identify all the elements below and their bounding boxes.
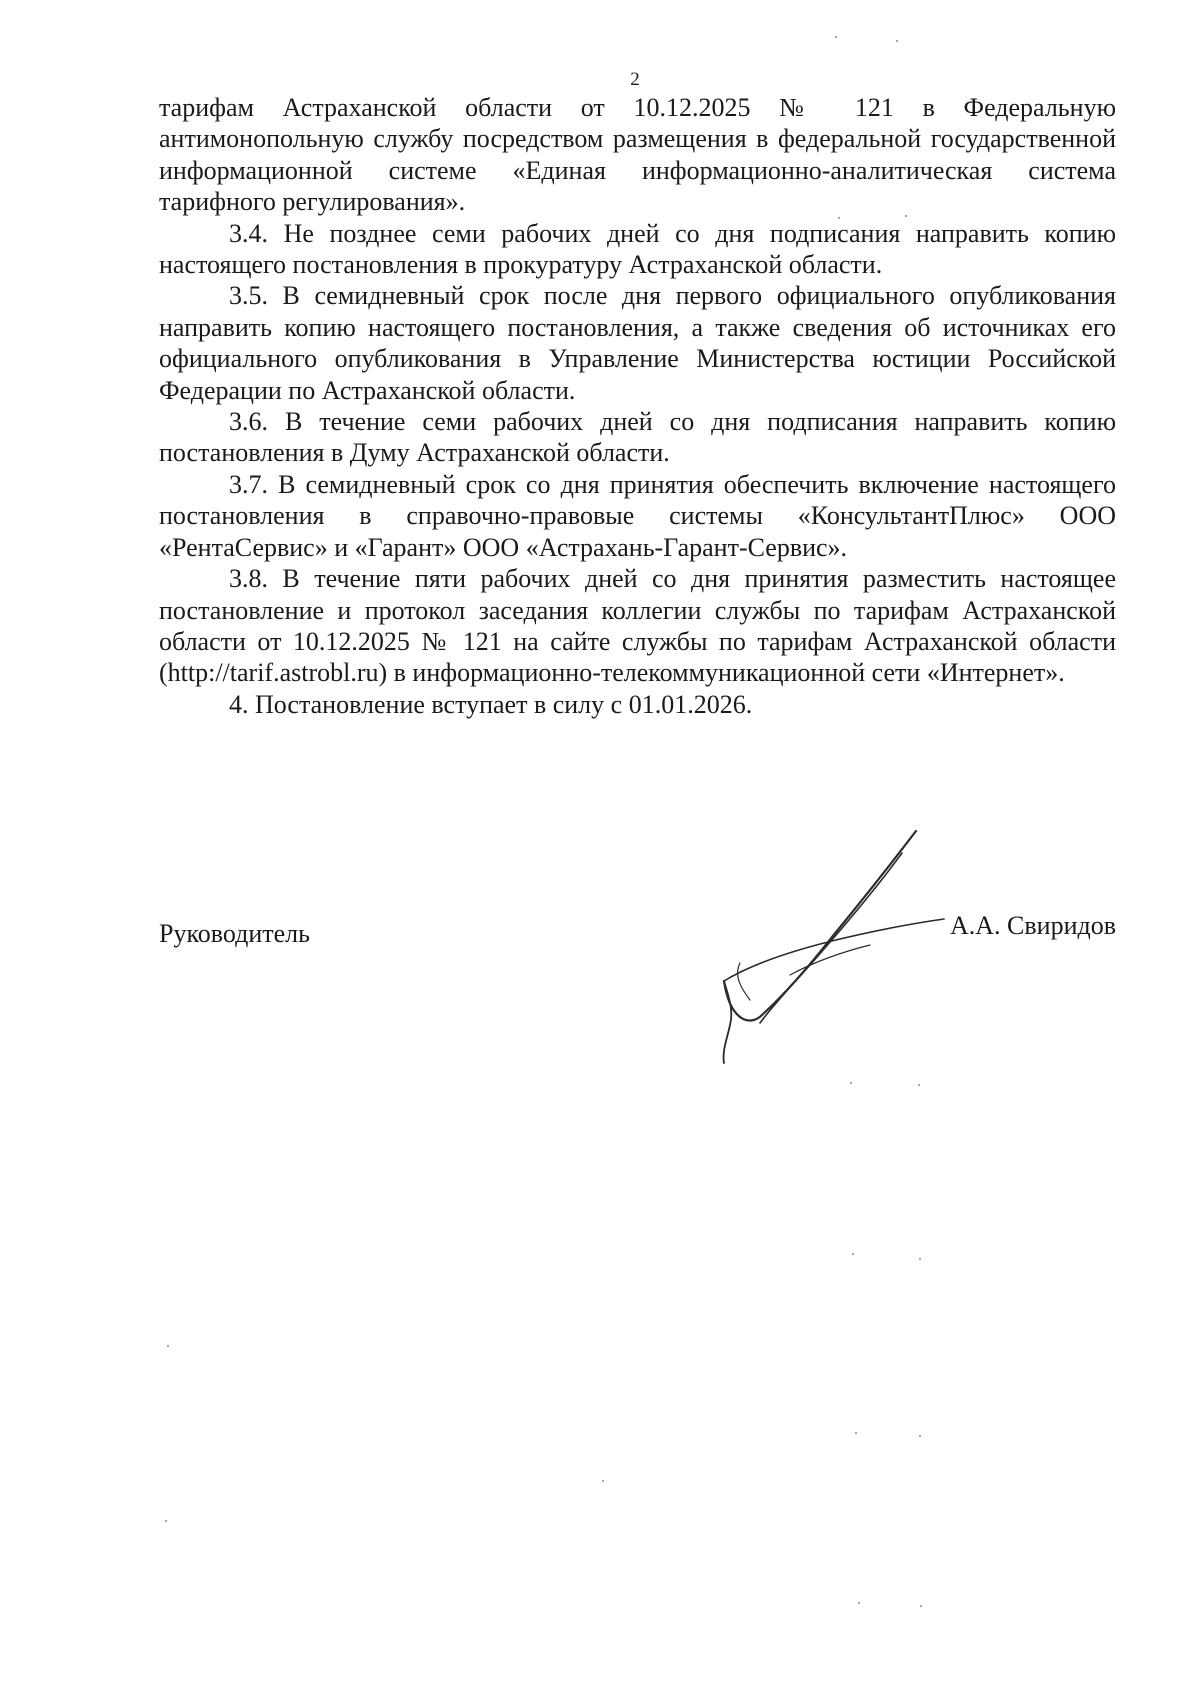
paragraph-3-7: 3.7. В семидневный срок со дня принятия обеспечить включение настоящего постановления в справочно-правовые системы «КонсультантПлюс» ООО «РентаСервис» и «Гарант» ООО «Астрахань-Гарант-Сервис». [159,469,1116,562]
signatory-position: Руководитель [159,919,310,948]
document-body [159,92,1116,720]
paragraph-3-6: 3.6. В течение семи рабочих дней со дня подписания направить копию постановления в Думу Астраханской области. [159,407,1116,468]
paragraph-3-8: 3.8. В течение пяти рабочих дней со дня принятия разместить настоящее постановление и протокол заседания коллегии службы по тарифам Астраханской области от 10.12.2025 № 121 на сайте службы по тарифам Астраханской области (http://tarif.astrobl.ru) в информационно-телекоммуникационной сети «Интернет». [159,564,1116,688]
signatory-name: А.А. Свиридов [949,911,1116,940]
paragraph-4: 4. Постановление вступает в силу с 01.01.2026. [229,689,753,719]
paragraph-continuation: тарифам Астраханской области от 10.12.2025 № 121 в Федеральную антимонопольную службу посредством размещения в федеральной государственной информационной системе «Единая информационно-аналитическая система тарифного регулирования». [159,93,1116,217]
paragraph-3-4: 3.4. Не позднее семи рабочих дней со дня подписания направить копию настоящего постановления в прокуратуру Астраханской области. [159,218,1116,280]
signature-block [159,911,1116,951]
page-number: 2 [630,69,640,90]
paragraph-3-5: 3.5. В семидневный срок после дня первого официального опубликования направить копию настоящего постановления, а также сведения об источниках его официального опубликования в Управление Министерства юстиции Российской Федерации по Астраханской области. [159,281,1116,405]
